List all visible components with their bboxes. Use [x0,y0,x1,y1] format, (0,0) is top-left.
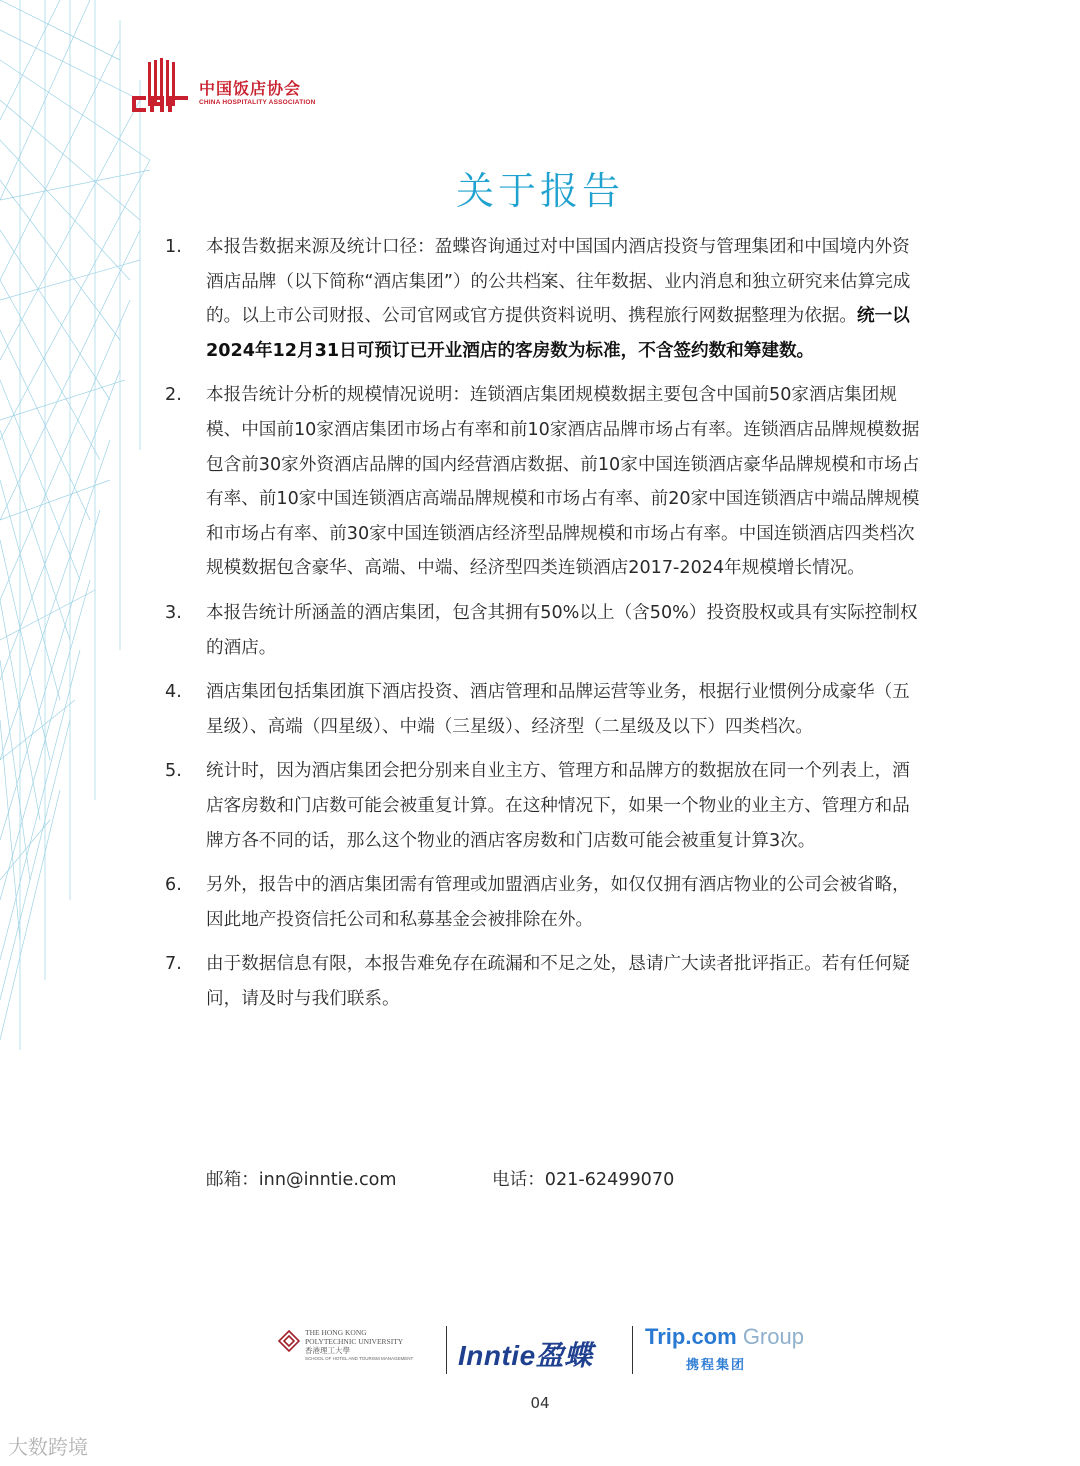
org-name-en: CHINA HOSPITALITY ASSOCIATION [199,99,316,106]
report-notes-list [165,230,925,1026]
list-item [165,868,925,937]
item-number: 1. [165,237,182,257]
list-item [165,947,925,1016]
item-text: 统计时，因为酒店集团会把分别来自业主方、管理方和品牌方的数据放在同一个列表上，酒店客房数和门店数可能会被重复计算。在这种情况下，如果一个物业的业主方、管理方和品牌方各不同的话，那么这个物业的酒店客房数和门店数可能会被重复计算3次。 [206,761,910,851]
watermark: 大数跨境 [8,1435,88,1459]
org-name-cn: 中国饭店协会 [199,79,302,98]
item-number: 5. [165,761,182,782]
polyu-emblem-icon [278,1330,300,1352]
trip-logo-cn: 携程集团 [686,1358,747,1373]
item-text: 本报告数据来源及统计口径：盈蝶咨询通过对中国国内酒店投资与管理集团和中国境内外资酒店品牌（以下简称“酒店集团”）的公共档案、往年数据、业内消息和独立研究来估算完成的。以上市公司财报、公司官网或官方提供资料说明、携程旅行网数据整理为依据。统一以2024年12月31日可预订已开业酒店的客房数为标准，不含签约数和筹建数。 [206,237,911,361]
item-number: 7. [165,954,182,975]
contact-email: 邮箱：inn@inntie.com [206,1170,397,1190]
footer-logos [270,1322,830,1378]
list-item [165,754,925,858]
footer-divider [632,1326,633,1374]
item-number: 3. [165,602,182,623]
trip-logo: Trip.com Group [645,1324,804,1349]
footer-divider [446,1326,447,1374]
item-text: 本报告统计分析的规模情况说明：连锁酒店集团规模数据主要包含中国前50家酒店集团规模、中国前10家酒店集团市场占有率和前10家酒店品牌市场占有率。连锁酒店品牌规模数据包含前30家外资酒店品牌的国内经营酒店数据、前10家中国连锁酒店豪华品牌规模和市场占有率、前10家中国连锁酒店高端品牌规模和市场占有率、前20家中国连锁酒店中端品牌规模和市场占有率、前30家中国连锁酒店经济型品牌规模和市场占有率。中国连锁酒店四类档次规模数据包含豪华、高端、中端、经济型四类连锁酒店2017-2024年规模增长情况。 [206,385,920,579]
list-item [165,596,925,665]
item-number: 6. [165,875,182,896]
item-bold-text: 统一以2024年12月31日可预订已开业酒店的客房数为标准，不含签约数和筹建数。 [206,306,910,361]
list-item [165,230,925,368]
page-title: 关于报告 [455,169,624,213]
item-text: 由于数据信息有限，本报告难免存在疏漏和不足之处，恳请广大读者批评指正。若有任何疑问，请及时与我们联系。 [206,954,910,1009]
inntie-logo: Inntie盈蝶 [458,1340,593,1371]
list-item [165,378,925,586]
page-number: 04 [530,1394,550,1412]
polyu-name: THE HONG KONG POLYTECHNIC UNIVERSITY 香港理工大學 [305,1328,404,1355]
list-item [165,675,925,744]
polyu-school: SCHOOL OF HOTEL AND TOURISM MANAGEMENT [305,1356,414,1361]
contact-phone: 电话：021-62499070 [492,1170,675,1190]
item-number: 2. [165,385,182,406]
item-number: 4. [165,682,182,703]
item-text: 酒店集团包括集团旗下酒店投资、酒店管理和品牌运营等业务，根据行业惯例分成豪华（五星级）、高端（四星级）、中端（三星级）、经济型（二星级及以下）四类档次。 [206,682,910,737]
item-text: 本报告统计所涵盖的酒店集团，包含其拥有50%以上（含50%）投资股权或具有实际控制权的酒店。 [206,602,918,658]
item-text: 另外，报告中的酒店集团需有管理或加盟酒店业务，如仅仅拥有酒店物业的公司会被省略，因此地产投资信托公司和私募基金会被排除在外。 [206,875,910,930]
